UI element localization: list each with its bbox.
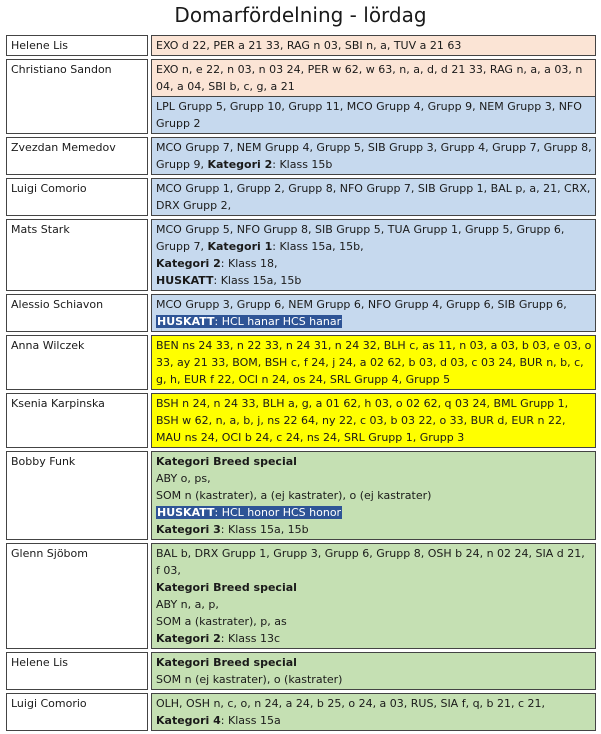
judge-name: Zvezdan Memedov [6, 137, 148, 175]
table-row [6, 137, 596, 175]
huskatt-label: HUSKATT [156, 274, 214, 287]
assignment-text: EXO d 22, PER a 21 33, RAG n 03, SBI n, a, TUV a 21 63 [156, 39, 462, 52]
assignment-cell [151, 652, 596, 690]
category-text: : Klass 15a, 15b, [272, 240, 364, 253]
category-label: Kategori 2 [156, 257, 221, 270]
category-label: Kategori 1 [207, 240, 273, 253]
assignment-text: BEN ns 24 33, n 22 33, n 24 31, n 24 32, BLH c, as 11, n 03, a 03, b 03, e 03, o 33, ay 21 33, BOM, BSH c, f 24, j 24, a 02 62, b 03, d 03, c 03 24, BUR n, b, c, g, h, EUR f 22, OCI n 24, os 24, SRL Grupp 4, Grupp 5 [156, 339, 592, 386]
table-row [6, 335, 596, 390]
assignment-cell [151, 294, 596, 332]
judge-name: Anna Wilczek [6, 335, 148, 390]
judge-name: Luigi Comorio [6, 693, 148, 731]
assignment-text: MCO Grupp 5, NFO Grupp 8, SIB Grupp 5, TUA Grupp 1, Grupp 5, Grupp 6, Grupp 7, [156, 223, 565, 253]
category-text: : Klass 15a [220, 714, 281, 727]
huskatt-label: HUSKATT [157, 506, 215, 519]
assignment-text: OLH, OSH n, c, o, n 24, a 24, b 25, o 24, a 03, RUS, SIA f, q, b 21, c 21, [156, 697, 546, 710]
judge-name: Alessio Schiavon [6, 294, 148, 332]
category-label: Kategori 3 [156, 523, 221, 536]
assignment-cell [151, 693, 596, 731]
category-text: : Klass 15b [272, 158, 333, 171]
table-row [6, 451, 596, 540]
judge-name: Bobby Funk [6, 451, 148, 540]
assignment-text: BAL b, DRX Grupp 1, Grupp 3, Grupp 6, Grupp 8, OSH b 24, n 02 24, SIA d 21, f 03, [156, 547, 585, 577]
judge-name: Helene Lis [6, 652, 148, 690]
category-label: Kategori 2 [156, 632, 221, 645]
assignment-cell [151, 543, 596, 649]
breed-line: SOM n (ej kastrater), o (kastrater) [156, 673, 343, 686]
table-row [6, 393, 596, 448]
assignment-text: MCO Grupp 3, Grupp 6, NEM Grupp 6, NFO Grupp 4, Grupp 6, SIB Grupp 6, [156, 298, 567, 311]
table-row [6, 35, 596, 56]
breed-line: SOM a (kastrater), p, as [156, 615, 287, 628]
assignment-cell [151, 59, 596, 134]
assignment-text: EXO n, e 22, n 03, n 03 24, PER w 62, w 63, n, a, d, d 21 33, RAG n, a, a 03, n 04, a 04, SBI b, c, g, a 21 [152, 60, 595, 96]
assignment-cell [151, 219, 596, 291]
category-label: Kategori 4 [156, 714, 221, 727]
table-row [6, 294, 596, 332]
breed-line: ABY n, a, p, [156, 598, 219, 611]
table-row [6, 59, 596, 134]
huskatt-text: : Klass 15a, 15b [213, 274, 302, 287]
page-title: Domarfördelning - lördag [174, 3, 427, 27]
assignment-text: MCO Grupp 1, Grupp 2, Grupp 8, NFO Grupp 7, SIB Grupp 1, BAL p, a, 21, CRX, DRX Grupp 2, [156, 182, 591, 212]
category-text: : Klass 13c [220, 632, 280, 645]
assignment-text-secondary: LPL Grupp 5, Grupp 10, Grupp 11, MCO Grupp 4, Grupp 9, NEM Grupp 3, NFO Grupp 2 [152, 96, 595, 133]
assignment-cell [151, 393, 596, 448]
table-row [6, 543, 596, 649]
judge-name: Ksenia Karpinska [6, 393, 148, 448]
huskatt-highlight [156, 506, 342, 519]
table-row [6, 219, 596, 291]
huskatt-label: HUSKATT [157, 315, 215, 328]
huskatt-text: : HCL honor HCS honor [214, 506, 342, 519]
category-label: Kategori 2 [207, 158, 273, 171]
huskatt-text: : HCL hanar HCS hanar [214, 315, 342, 328]
category-text: : Klass 15a, 15b [220, 523, 309, 536]
breed-special-label: Kategori Breed special [156, 581, 297, 594]
huskatt-highlight [156, 315, 342, 328]
assignment-cell [151, 137, 596, 175]
assignment-cell [151, 335, 596, 390]
assignment-cell [151, 35, 596, 56]
judge-name: Helene Lis [6, 35, 148, 56]
breed-line: SOM n (kastrater), a (ej kastrater), o (ej kastrater) [156, 489, 432, 502]
assignment-cell [151, 178, 596, 216]
table-row [6, 693, 596, 731]
breed-line: ABY o, ps, [156, 472, 211, 485]
judge-name: Christiano Sandon [6, 59, 148, 134]
judge-name: Luigi Comorio [6, 178, 148, 216]
judge-name: Mats Stark [6, 219, 148, 291]
category-text: : Klass 18, [220, 257, 278, 270]
breed-special-label: Kategori Breed special [156, 656, 297, 669]
breed-special-label: Kategori Breed special [156, 455, 297, 468]
judge-name: Glenn Sjöbom [6, 543, 148, 649]
assignment-text: BSH n 24, n 24 33, BLH a, g, a 01 62, h 03, o 02 62, q 03 24, BML Grupp 1, BSH w 62, n, a, b, j, ns 22 64, ny 22, c 03, b 03 22, o 33, BUR d, EUR n 22, MAU ns 24, OCI b 24, c 24, ns 24, SRL Grupp 1, Grupp 3 [156, 397, 569, 444]
table-row [6, 178, 596, 216]
judge-assignment-table [6, 32, 596, 734]
assignment-text: MCO Grupp 7, NEM Grupp 4, Grupp 5, SIB Grupp 3, Grupp 4, Grupp 7, Grupp 8, Grupp 9, [156, 141, 592, 171]
assignment-cell [151, 451, 596, 540]
table-row [6, 652, 596, 690]
